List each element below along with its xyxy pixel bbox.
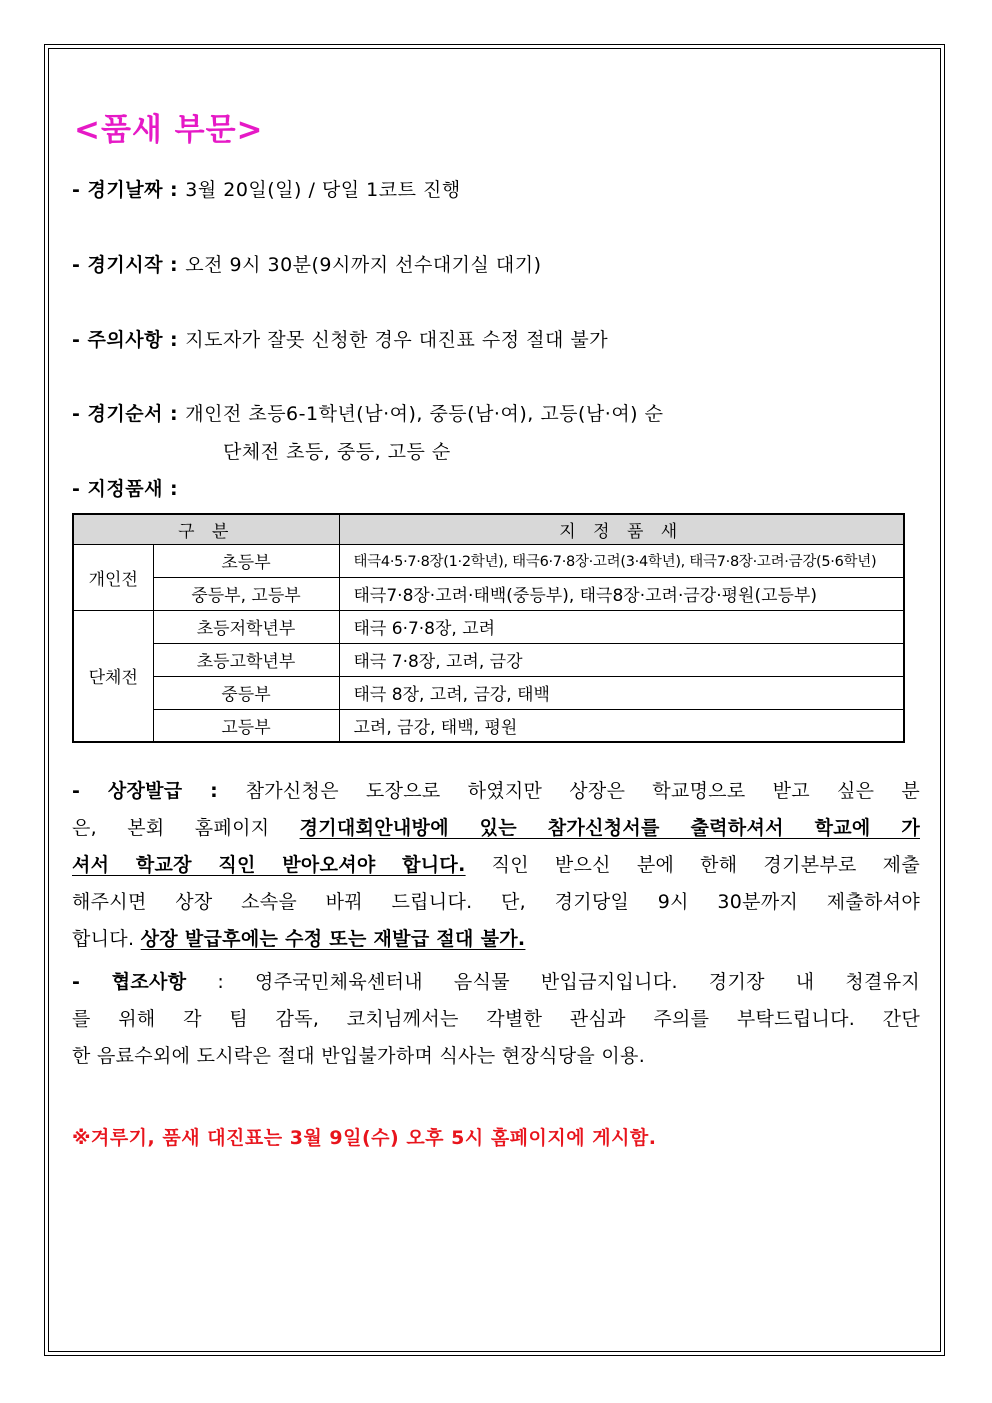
table-row [73, 610, 904, 643]
item-caution [72, 325, 608, 352]
item-poomsae [72, 474, 178, 501]
item-order-value: 개인전 초등6-1학년(남·여), 중등(남·여), 고등(남·여) 순 [185, 403, 664, 425]
coop-text-3: 한 음료수외에 도시락은 절대 반입불가하며 식사는 현장식당을 이용. [72, 1045, 646, 1067]
award-text-5a: 합니다. [72, 928, 141, 950]
table-header-row [73, 514, 904, 544]
award-line-1 [72, 773, 920, 810]
award-text-4: 해주시면 상장 소속을 바꿔 드립니다. 단, 경기당일 9시 30분까지 제출하셔야 [72, 891, 920, 913]
item-poomsae-label: - 지정품새 : [72, 478, 179, 500]
award-text-3b: 직인 받으신 분에 한해 경기본부로 제출 [465, 854, 920, 876]
division-cell: 고등부 [153, 709, 339, 742]
award-line-4 [72, 884, 920, 921]
coop-line-3 [72, 1038, 920, 1075]
award-label: - 상장발급 : [72, 780, 246, 802]
award-text-1: 참가신청은 도장으로 하였지만 상장은 학교명으로 받고 싶은 분 [245, 780, 920, 802]
poomsae-cell: 태극7·8장·고려·태백(중등부), 태극8장·고려·금강·평원(고등부) [339, 577, 904, 610]
item-caution-value: 지도자가 잘못 신청한 경우 대진표 수정 절대 불가 [185, 329, 609, 351]
coop-text-1: : 영주국민체육센터내 음식물 반입금지입니다. 경기장 내 청결유지 [186, 971, 921, 993]
poomsae-cell: 태극 8장, 고려, 금강, 태백 [339, 676, 904, 709]
award-text-5b: 상장 발급후에는 수정 또는 재발급 절대 불가. [140, 928, 526, 950]
table-row [73, 709, 904, 742]
item-start-value: 오전 9시 30분(9시까지 선수대기실 대기) [185, 254, 542, 276]
item-caution-label: - 주의사항 : [72, 329, 186, 351]
division-cell: 중등부 [153, 676, 339, 709]
item-order [72, 399, 664, 426]
award-line-5 [72, 921, 920, 958]
poomsae-cell: 태극 6·7·8장, 고려 [339, 610, 904, 643]
table-header-division: 구 분 [73, 514, 339, 544]
poomsae-cell: 고려, 금강, 태백, 평원 [339, 709, 904, 742]
coop-text-2: 를 위해 각 팀 감독, 코치님께서는 각별한 관심과 주의를 부탁드립니다. 간단 [72, 1008, 920, 1030]
coop-line-1 [72, 964, 920, 1001]
table-row [73, 577, 904, 610]
award-text-2b: 경기대회안내방에 있는 참가신청서를 출력하셔서 학교에 가 [299, 817, 920, 839]
bracket-notice: ※겨루기, 품새 대진표는 3월 9일(수) 오후 5시 홈페이지에 게시함. [72, 1127, 657, 1149]
award-text-2a: 은, 본회 홈페이지 [72, 817, 300, 839]
item-start [72, 250, 542, 277]
table-header-poomsae: 지 정 품 새 [339, 514, 904, 544]
coop-label: - 협조사항 [72, 971, 187, 993]
item-order-value-2: 단체전 초등, 중등, 고등 순 [223, 441, 451, 463]
award-line-3 [72, 847, 920, 884]
group-individual: 개인전 [73, 544, 153, 610]
award-line-2 [72, 810, 920, 847]
table-row [73, 676, 904, 709]
item-date [72, 175, 461, 202]
poomsae-cell: 태극4·5·7·8장(1·2학년), 태극6·7·8장·고려(3·4학년), 태극7·8장·고려·금강(5·6학년) [339, 544, 904, 577]
group-team: 단체전 [73, 610, 153, 742]
poomsae-cell: 태극 7·8장, 고려, 금강 [339, 643, 904, 676]
coop-line-2 [72, 1001, 920, 1038]
poomsae-table [72, 513, 905, 743]
item-date-label: - 경기날짜 : [72, 179, 186, 201]
award-text-3a: 셔서 학교장 직인 받아오셔야 합니다. [72, 854, 466, 876]
item-date-value: 3월 20일(일) / 당일 1코트 진행 [185, 179, 461, 201]
division-cell: 초등고학년부 [153, 643, 339, 676]
table-row [73, 643, 904, 676]
item-start-label: - 경기시작 : [72, 254, 186, 276]
division-cell: 초등부 [153, 544, 339, 577]
table-row [73, 544, 904, 577]
section-title: <품새 부문> [74, 112, 264, 148]
item-order-label: - 경기순서 : [72, 403, 186, 425]
division-cell: 중등부, 고등부 [153, 577, 339, 610]
division-cell: 초등저학년부 [153, 610, 339, 643]
